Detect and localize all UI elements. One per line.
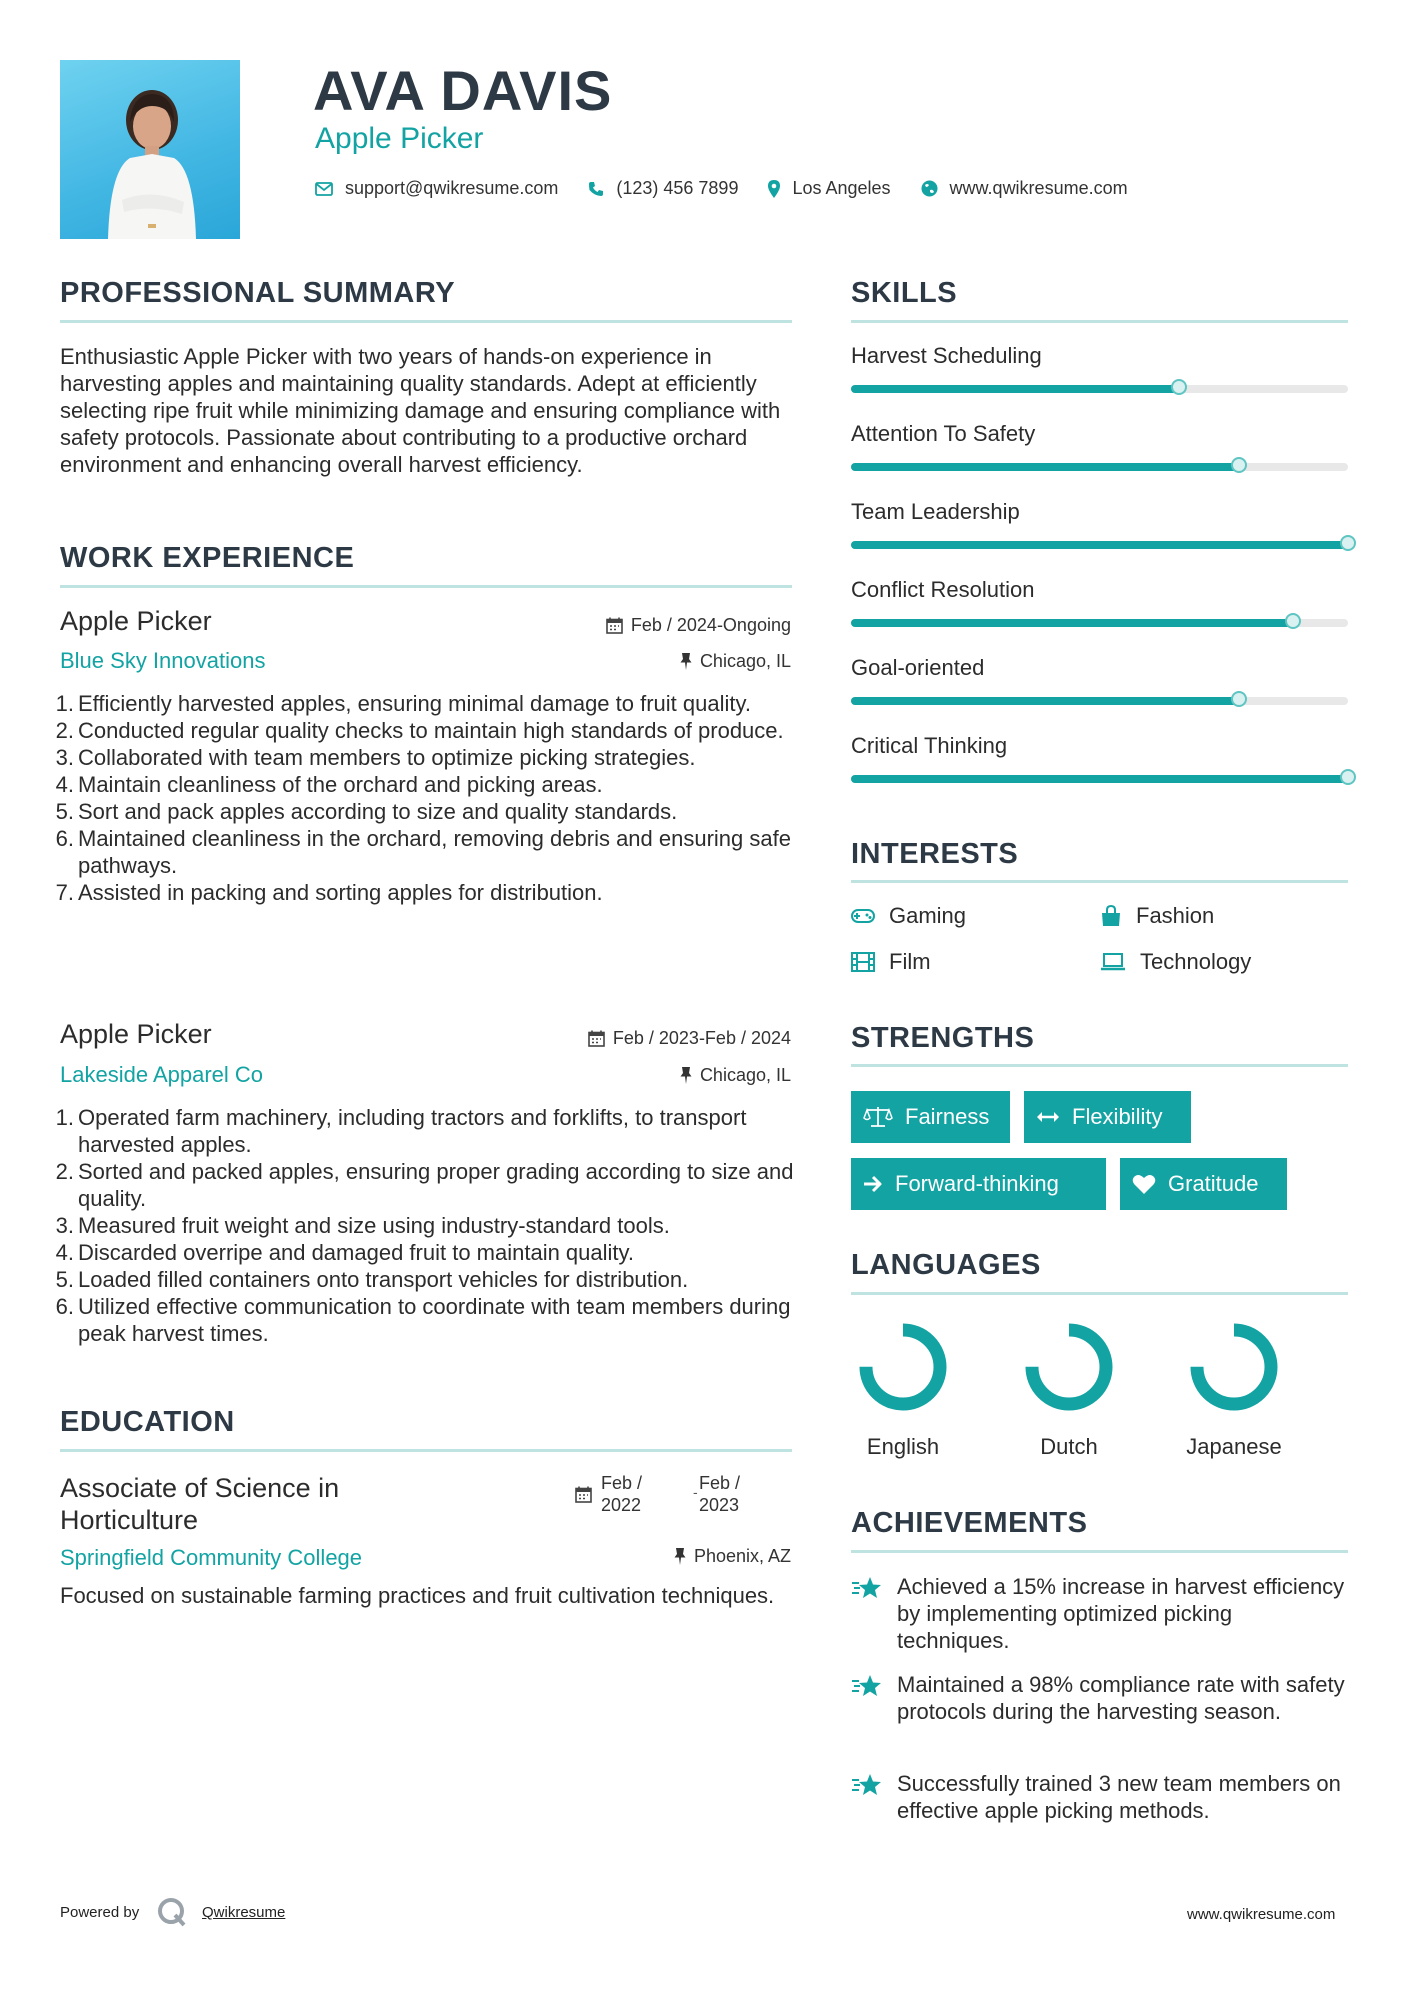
strengths-rule: [851, 1064, 1348, 1067]
laptop-icon: [1100, 953, 1126, 971]
language-ring: [1184, 1317, 1284, 1417]
job-1-title: Apple Picker: [60, 606, 212, 636]
skill-bar-fill: [851, 619, 1293, 627]
shopping-bag-icon: [1100, 905, 1122, 927]
skill-bar-fill: [851, 541, 1348, 549]
achievement-text: Successfully trained 3 new team members on effective apple picking methods.: [897, 1771, 1341, 1823]
skill-label: Conflict Resolution: [851, 577, 1035, 602]
location-text: Los Angeles: [792, 178, 891, 198]
job-2-duty: Operated farm machinery, including tractors and forklifts, to transport harvested apples.: [78, 1105, 747, 1157]
skill-bar-fill: [851, 463, 1239, 471]
shooting-star-icon: [851, 1575, 883, 1601]
education-heading: EDUCATION: [60, 1406, 235, 1438]
strengths-heading: STRENGTHS: [851, 1022, 1035, 1054]
strength-label: Flexibility: [1072, 1104, 1163, 1129]
job-1-location-text: Chicago, IL: [699, 651, 791, 671]
language-ring-arc: [1032, 1330, 1106, 1404]
interest-fashion: [1100, 903, 1214, 929]
globe-icon: [921, 180, 938, 197]
skill-bar-fill: [851, 775, 1348, 783]
education-end-year: 2023: [699, 1495, 740, 1515]
skill-bar: [851, 541, 1348, 549]
email-text: support@qwikresume.com: [345, 178, 559, 198]
strength-label: Forward-thinking: [895, 1171, 1059, 1196]
skill-bar-fill: [851, 385, 1179, 393]
job-1-duty: Collaborated with team members to optimize picking strategies.: [78, 745, 696, 770]
skill-bar: [851, 775, 1348, 783]
interest-technology: [1100, 949, 1251, 975]
education-end: [699, 1472, 740, 1516]
job-2-date-text: Feb / 2023-Feb / 2024: [612, 1028, 791, 1048]
job-1-duty: Assisted in packing and sorting apples for distribution.: [78, 880, 603, 905]
achievement-text: Achieved a 15% increase in harvest efficiency by implementing optimized picking techniques.: [897, 1574, 1345, 1653]
interest-label: Gaming: [889, 903, 967, 928]
job-1-duty: Efficiently harvested apples, ensuring minimal damage to fruit quality.: [78, 691, 751, 716]
interest-gaming: [851, 903, 966, 929]
arrow-right-icon: [863, 1175, 883, 1193]
contact-location: [768, 178, 890, 199]
languages-rule: [851, 1292, 1348, 1295]
job-1-date-text: Feb / 2024-Ongoing: [630, 615, 791, 635]
skill-label: Attention To Safety: [851, 421, 1036, 446]
job-1-duty: Conducted regular quality checks to maintain high standards of produce.: [78, 718, 784, 743]
job-2-company: Lakeside Apparel Co: [60, 1062, 264, 1087]
skills-rule: [851, 320, 1348, 323]
website-text: www.qwikresume.com: [949, 178, 1128, 198]
pushpin-icon: [680, 1067, 692, 1084]
achievements-heading: ACHIEVEMENTS: [851, 1507, 1088, 1539]
job-1-duty: Sort and pack apples according to size and quality standards.: [78, 799, 678, 824]
job-2-duties: [60, 1104, 810, 1347]
interests-heading: INTERESTS: [851, 838, 1019, 870]
map-pin-icon: [768, 180, 780, 198]
footer-website[interactable]: www.qwikresume.com: [1187, 1906, 1336, 1923]
education-end-month: Feb /: [699, 1473, 741, 1493]
powered-by-label: Powered by: [60, 1904, 140, 1921]
skill-label: Team Leadership: [851, 499, 1020, 524]
summary-heading: PROFESSIONAL SUMMARY: [60, 277, 456, 309]
job-2-duty: Sorted and packed apples, ensuring proper grading according to size and quality.: [78, 1159, 794, 1211]
job-2-location-text: Chicago, IL: [699, 1065, 791, 1085]
education-calendar: [575, 1486, 592, 1508]
skill-label: Goal-oriented: [851, 655, 985, 680]
gamepad-icon: [851, 908, 875, 924]
contact-bar: [315, 178, 1158, 199]
achievement-item: [851, 1573, 1348, 1654]
skill-bar-fill: [851, 697, 1239, 705]
languages-heading: LANGUAGES: [851, 1249, 1041, 1281]
skill-bar-knob: [1340, 535, 1356, 551]
language-ring-arc: [866, 1330, 940, 1404]
experience-rule: [60, 585, 792, 588]
skill-bar-knob: [1231, 457, 1247, 473]
job-1-duties: [60, 690, 810, 906]
education-start-month: Feb /: [601, 1473, 643, 1493]
interest-label: Film: [889, 949, 931, 974]
candidate-name: AVA DAVIS: [313, 59, 613, 122]
skill-bar: [851, 385, 1348, 393]
profile-photo: [60, 60, 240, 239]
degree: [60, 1472, 339, 1536]
contact-website[interactable]: [921, 178, 1128, 199]
strength-label: Gratitude: [1168, 1171, 1259, 1196]
calendar-icon: [606, 617, 623, 634]
summary-rule: [60, 320, 792, 323]
language-ring: [1019, 1317, 1119, 1417]
education-description: Focused on sustainable farming practices and fruit cultivation techniques.: [60, 1583, 775, 1608]
education-location: [480, 1546, 791, 1567]
job-1-date: [480, 615, 791, 636]
skill-bar-knob: [1171, 379, 1187, 395]
achievement-text: Maintained a 98% compliance rate with safety protocols during the harvesting season.: [897, 1672, 1345, 1724]
strength-flexibility: [1024, 1091, 1191, 1143]
date-separator: -: [693, 1484, 698, 1500]
job-2-duty: Measured fruit weight and size using industry-standard tools.: [78, 1213, 670, 1238]
summary-text: Enthusiastic Apple Picker with two years of hands-on experience in harvesting apples and maintaining quality standards. Adept at efficiently selecting ripe fruit while minimizing damage and ensuring compliance with safety protocols. Passionate about contributing to a productive orchard environment and enhancing overall harvest efficiency.: [60, 344, 781, 477]
envelope-icon: [315, 182, 333, 196]
achievement-item: [851, 1770, 1348, 1824]
phone-text: (123) 456 7899: [616, 178, 739, 198]
job-2-duty: Loaded filled containers onto transport vehicles for distribution.: [78, 1267, 689, 1292]
achievement-item: [851, 1671, 1348, 1725]
school-name: Springfield Community College: [60, 1545, 363, 1570]
skill-bar-knob: [1340, 769, 1356, 785]
job-title: Apple Picker: [315, 122, 484, 155]
contact-email[interactable]: [315, 178, 558, 199]
skill-bar: [851, 697, 1348, 705]
education-location-text: Phoenix, AZ: [693, 1546, 791, 1566]
qwikresume-link[interactable]: Qwikresume: [202, 1904, 286, 1921]
double-arrow-icon: [1036, 1110, 1060, 1124]
calendar-icon: [575, 1486, 592, 1503]
contact-phone[interactable]: [588, 178, 738, 199]
education-start-year: 2022: [601, 1495, 642, 1515]
shooting-star-icon: [851, 1673, 883, 1699]
skill-label: Harvest Scheduling: [851, 343, 1042, 368]
language-label: Japanese: [1186, 1434, 1282, 1459]
interests-rule: [851, 880, 1348, 883]
degree-line-2: Horticulture: [60, 1505, 199, 1535]
achievements-rule: [851, 1550, 1348, 1553]
job-1-location: [480, 651, 791, 672]
job-2-date: [480, 1028, 791, 1049]
skill-bar: [851, 463, 1348, 471]
skill-bar-knob: [1285, 613, 1301, 629]
job-1-duty: Maintained cleanliness in the orchard, removing debris and ensuring safe pathways.: [78, 826, 791, 878]
skill-bar-knob: [1231, 691, 1247, 707]
language-ring-arc: [1197, 1330, 1271, 1404]
pushpin-icon: [674, 1548, 686, 1565]
job-1-duty: Maintain cleanliness of the orchard and picking areas.: [78, 772, 603, 797]
skill-label: Critical Thinking: [851, 733, 1008, 758]
interest-label: Fashion: [1136, 903, 1215, 928]
job-2-title: Apple Picker: [60, 1019, 212, 1049]
skills-heading: SKILLS: [851, 277, 958, 309]
job-1-company: Blue Sky Innovations: [60, 648, 266, 673]
qwikresume-logo-icon: [157, 1897, 187, 1932]
job-2-location: [480, 1065, 791, 1086]
interest-label: Technology: [1140, 949, 1252, 974]
job-2-duty: Discarded overripe and damaged fruit to maintain quality.: [78, 1240, 635, 1265]
language-label: Dutch: [1040, 1434, 1098, 1459]
degree-line-1: Associate of Science in: [60, 1473, 340, 1503]
education-rule: [60, 1449, 792, 1452]
language-label: English: [866, 1434, 940, 1459]
strength-label: Fairness: [905, 1104, 990, 1129]
calendar-icon: [588, 1030, 605, 1047]
pushpin-icon: [680, 653, 692, 670]
strength-fairness: [851, 1091, 1010, 1143]
job-2-duty: Utilized effective communication to coordinate with team members during peak harvest times.: [78, 1294, 791, 1346]
language-ring: [853, 1317, 953, 1417]
heart-icon: [1132, 1174, 1156, 1195]
balance-scale-icon: [863, 1106, 893, 1128]
shooting-star-icon: [851, 1772, 883, 1798]
strength-gratitude: [1120, 1158, 1287, 1210]
education-start: [601, 1472, 642, 1516]
film-icon: [851, 952, 875, 972]
skill-bar: [851, 619, 1348, 627]
strength-forward-thinking: [851, 1158, 1106, 1210]
experience-heading: WORK EXPERIENCE: [60, 542, 355, 574]
interest-film: [851, 949, 931, 975]
phone-icon: [588, 181, 604, 197]
